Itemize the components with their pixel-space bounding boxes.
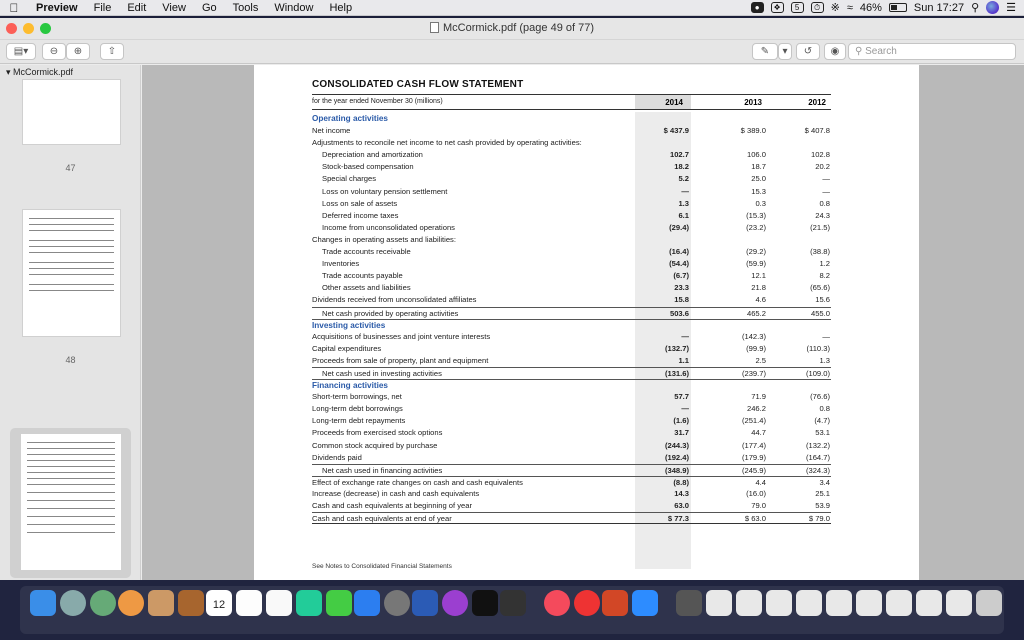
- calendar-icon[interactable]: 12: [206, 590, 232, 616]
- facetime-icon[interactable]: [326, 590, 352, 616]
- battery-percent: 46%: [859, 1, 882, 14]
- table-row: [312, 403, 831, 415]
- value-2012: 53.9: [815, 501, 830, 510]
- value-2012: (4.7): [814, 416, 830, 426]
- value-2013: 44.7: [751, 428, 766, 438]
- window-title: McCormick.pdf (page 49 of 77): [0, 22, 1024, 34]
- launchpad-icon[interactable]: [60, 590, 86, 616]
- preview-window: [0, 18, 1024, 580]
- title-bar: [0, 18, 1024, 40]
- value-2014: 102.7: [669, 150, 689, 160]
- row-label: Capital expenditures: [312, 343, 382, 353]
- notes-icon[interactable]: [266, 590, 292, 616]
- value-2012: (109.0): [805, 368, 830, 378]
- value-2013: 18.7: [751, 162, 766, 172]
- value-2014: —: [681, 186, 689, 196]
- table-row: [312, 307, 831, 319]
- table-row: [312, 464, 831, 476]
- value-2012: (110.3): [806, 343, 830, 353]
- tray-app-icon[interactable]: ●: [751, 2, 764, 13]
- row-label: Dividends paid: [312, 452, 362, 462]
- table-row: [312, 440, 831, 452]
- trash-icon[interactable]: [676, 590, 702, 616]
- value-2014: (348.9): [664, 465, 689, 475]
- row-label: Inventories: [322, 259, 360, 269]
- row-label: Changes in operating assets and liabilities:: [312, 234, 456, 244]
- table-row: [312, 294, 831, 306]
- value-2014: 57.7: [674, 392, 689, 402]
- table-row: [312, 331, 831, 343]
- contacts-icon[interactable]: [178, 590, 204, 616]
- table-row: [312, 113, 831, 125]
- time-machine-icon[interactable]: ⏱: [811, 2, 824, 13]
- table-row: [312, 161, 831, 173]
- value-2013: 79.0: [751, 501, 766, 510]
- value-2013: 106.0: [746, 150, 766, 160]
- value-2013: $ 63.0: [744, 514, 766, 524]
- value-2013: 15.3: [751, 186, 766, 196]
- value-2013: (239.7): [741, 368, 766, 378]
- value-2013: (245.9): [741, 465, 766, 475]
- sidebar-view-button[interactable]: ▤▾: [6, 43, 36, 60]
- value-2012: 8.2: [819, 271, 830, 281]
- finder-icon[interactable]: [30, 590, 56, 616]
- podcasts-icon[interactable]: [442, 590, 468, 616]
- value-2012: 3.4: [819, 477, 830, 487]
- value-2012: (38.8): [810, 247, 830, 257]
- five-icon[interactable]: 5: [791, 2, 804, 13]
- row-label: Net cash used in investing activities: [322, 368, 442, 378]
- table-row: [312, 210, 831, 222]
- table-row: [312, 379, 831, 391]
- table-row: [312, 125, 831, 137]
- table-row: [312, 186, 831, 198]
- value-2014: 23.3: [674, 283, 689, 293]
- word-icon[interactable]: [412, 590, 438, 616]
- reminders-icon[interactable]: [236, 590, 262, 616]
- row-label: Acquisitions of businesses and joint venture interests: [312, 331, 491, 341]
- value-2014: —: [681, 331, 689, 341]
- minimized-window-3[interactable]: [766, 590, 792, 616]
- value-2014: (6.7): [673, 271, 689, 281]
- value-2012: 1.2: [819, 259, 830, 269]
- table-row: [312, 512, 831, 524]
- row-label: Income from unconsolidated operations: [322, 222, 455, 232]
- value-2014: (244.3): [664, 440, 689, 450]
- clock[interactable]: Sun 17:27: [913, 1, 965, 14]
- minimized-window-1[interactable]: [706, 590, 732, 616]
- apple-tv-icon[interactable]: [472, 590, 498, 616]
- value-2013: (142.3): [741, 331, 766, 341]
- table-row: [312, 270, 831, 282]
- bluetooth-icon[interactable]: ※: [830, 2, 840, 14]
- row-label: Operating activities: [312, 114, 388, 123]
- value-2014: 5.2: [678, 174, 689, 184]
- table-row: [312, 198, 831, 210]
- value-2012: 15.6: [815, 295, 830, 305]
- row-label: Special charges: [322, 174, 377, 184]
- dock: [0, 580, 1024, 640]
- table-row: [312, 391, 831, 403]
- row-label: Increase (decrease) in cash and cash equivalents: [312, 488, 480, 498]
- sidebar-file-label[interactable]: ▾ McCormick.pdf: [6, 67, 74, 77]
- page-number-48: 48: [65, 355, 76, 365]
- value-2013: 0.3: [755, 198, 766, 208]
- row-label: Net income: [312, 126, 351, 136]
- row-label: Loss on voluntary pension settlement: [322, 186, 448, 196]
- disk-utility-icon[interactable]: [500, 590, 526, 616]
- value-2012: (324.3): [805, 465, 830, 475]
- value-2014: (29.4): [669, 222, 689, 232]
- value-2012: —: [822, 186, 830, 196]
- markup-dropdown-button[interactable]: ▾: [778, 43, 792, 60]
- music-icon[interactable]: [544, 590, 570, 616]
- value-2014: (192.4): [664, 452, 689, 462]
- row-label: Trade accounts payable: [322, 271, 403, 281]
- table-row: [312, 476, 831, 488]
- year-header-row: [312, 94, 831, 110]
- value-2013: 4.6: [755, 295, 766, 305]
- table-row: [312, 246, 831, 258]
- toolbar: [0, 40, 1024, 64]
- page-thumbnail-47[interactable]: [22, 79, 121, 145]
- minimized-window-8[interactable]: [916, 590, 942, 616]
- menu-view[interactable]: View: [162, 1, 186, 14]
- value-2013: (99.9): [746, 343, 766, 353]
- value-2013: (59.9): [746, 259, 766, 269]
- value-2014: $ 437.9: [663, 126, 689, 136]
- value-2013: (16.0): [746, 488, 766, 498]
- row-label: Dividends received from unconsolidated affiliates: [312, 295, 477, 305]
- minimized-window-4[interactable]: [796, 590, 822, 616]
- value-2014: 14.3: [674, 488, 689, 498]
- table-row: [312, 149, 831, 161]
- table-row: [312, 343, 831, 355]
- table-row: [312, 500, 831, 512]
- value-2012: (132.2): [805, 440, 830, 450]
- value-2012: 24.3: [815, 210, 830, 220]
- table-row: [312, 452, 831, 464]
- page-number-47: 47: [65, 163, 76, 173]
- value-2012: 0.8: [819, 404, 830, 414]
- menu-window[interactable]: Window: [274, 1, 314, 14]
- value-2014: —: [681, 404, 689, 414]
- news-icon[interactable]: [574, 590, 600, 616]
- value-2014: 31.7: [674, 428, 689, 438]
- zoom-app-icon[interactable]: [632, 590, 658, 616]
- value-2014: 15.8: [674, 295, 689, 305]
- table-row: [312, 415, 831, 427]
- statement-title: CONSOLIDATED CASH FLOW STATEMENT: [312, 79, 524, 90]
- value-2012: —: [822, 174, 830, 184]
- row-label: Other assets and liabilities: [322, 283, 411, 293]
- value-2014: 1.3: [678, 198, 689, 208]
- row-label: Proceeds from sale of property, plant and equipment: [312, 355, 489, 365]
- value-2013: (29.2): [746, 247, 766, 257]
- value-2014: (131.6): [664, 368, 689, 378]
- photos-app-icon[interactable]: [148, 590, 174, 616]
- table-row: [312, 355, 831, 367]
- wifi-icon[interactable]: ≈: [846, 1, 853, 14]
- value-2012: $ 407.8: [804, 126, 830, 136]
- value-2012: (76.6): [810, 392, 830, 402]
- row-label: Cash and cash equivalents at end of year: [312, 514, 452, 524]
- row-label: Deferred income taxes: [322, 210, 399, 220]
- menu-help[interactable]: Help: [329, 1, 353, 14]
- row-label: Investing activities: [312, 320, 386, 330]
- system-preferences-icon[interactable]: [384, 590, 410, 616]
- value-2014: (54.4): [669, 259, 689, 269]
- menu-file[interactable]: File: [93, 1, 112, 14]
- value-2014: $ 77.3: [667, 514, 689, 524]
- menu-edit[interactable]: Edit: [127, 1, 147, 14]
- value-2013: 246.2: [746, 404, 766, 414]
- thumbnail-sidebar: [0, 65, 141, 580]
- value-2012: 53.1: [815, 428, 830, 438]
- value-2012: 455.0: [810, 308, 830, 318]
- table-row: [312, 258, 831, 270]
- share-button[interactable]: ⇧: [100, 43, 124, 60]
- apple-menu-icon[interactable]: [0, 1, 28, 15]
- value-2012: 102.8: [810, 150, 830, 160]
- value-2013: 2.5: [755, 355, 766, 365]
- value-2014: 503.6: [669, 308, 689, 318]
- period-label: for the year ended November 30 (millions): [312, 98, 443, 105]
- value-2014: (8.8): [673, 477, 689, 487]
- row-label: Net cash used in financing activities: [322, 465, 443, 475]
- chrome-icon[interactable]: [118, 590, 144, 616]
- value-2013: 12.1: [751, 271, 766, 281]
- row-label: Trade accounts receivable: [322, 247, 411, 257]
- value-2013: 21.8: [751, 283, 766, 293]
- value-2013: 25.0: [751, 174, 766, 184]
- app-store-icon[interactable]: [354, 590, 380, 616]
- value-2014: (1.6): [673, 416, 689, 426]
- trash-bin-icon[interactable]: [976, 590, 1002, 616]
- value-2012: (164.7): [805, 452, 830, 462]
- document-area[interactable]: [142, 65, 1024, 580]
- value-2012: 0.8: [819, 198, 830, 208]
- zoom-in-button[interactable]: ⊕: [66, 43, 90, 60]
- dropbox-icon[interactable]: ❖: [771, 2, 784, 13]
- siri-icon[interactable]: [986, 1, 999, 14]
- table-row: [312, 137, 831, 149]
- value-2013: $ 389.0: [740, 126, 766, 136]
- powerpoint-icon[interactable]: [602, 590, 628, 616]
- value-2012: (65.6): [810, 283, 830, 293]
- row-label: Short-term borrowings, net: [312, 392, 402, 402]
- footnote: See Notes to Consolidated Financial Statements: [312, 563, 452, 570]
- row-label: Financing activities: [312, 381, 388, 391]
- table-row: [312, 319, 831, 331]
- table-row: [312, 222, 831, 234]
- menu-bar: [0, 0, 1024, 16]
- row-label: Adjustments to reconcile net income to net cash provided by operating activities:: [312, 138, 582, 148]
- value-2014: 63.0: [674, 501, 689, 510]
- year-2012: 2012: [808, 98, 826, 107]
- table-row: [312, 173, 831, 185]
- value-2014: 6.1: [678, 210, 689, 220]
- value-2013: (23.2): [746, 222, 766, 232]
- pdf-document-icon: [430, 22, 439, 33]
- table-row: [312, 427, 831, 439]
- value-2013: (251.4): [741, 416, 766, 426]
- minimized-window-5[interactable]: [826, 590, 852, 616]
- row-label: Net cash provided by operating activities: [322, 308, 459, 318]
- value-2013: (15.3): [746, 210, 766, 220]
- row-label: Long-term debt borrowings: [312, 404, 403, 414]
- markup-pen-button[interactable]: ✎: [752, 43, 778, 60]
- value-2014: 1.1: [678, 355, 689, 365]
- page-thumbnail-48[interactable]: [22, 209, 121, 337]
- table-row: [312, 282, 831, 294]
- row-label: Effect of exchange rate changes on cash and cash equivalents: [312, 477, 523, 487]
- value-2012: —: [822, 331, 830, 341]
- year-2013: 2013: [744, 98, 762, 107]
- notification-center-icon[interactable]: ☰: [1006, 2, 1016, 14]
- value-2012: 25.1: [815, 488, 830, 498]
- row-label: Long-term debt repayments: [312, 416, 406, 426]
- messages-icon[interactable]: [296, 590, 322, 616]
- row-label: Common stock acquired by purchase: [312, 440, 438, 450]
- menu-preview[interactable]: Preview: [36, 1, 78, 14]
- minimized-window-2[interactable]: [736, 590, 762, 616]
- value-2014: (16.4): [669, 247, 689, 257]
- row-label: Cash and cash equivalents at beginning of year: [312, 501, 472, 510]
- year-2014: 2014: [635, 95, 691, 109]
- value-2013: 465.2: [746, 308, 766, 318]
- zoom-out-button[interactable]: ⊖: [42, 43, 66, 60]
- row-label: Depreciation and amortization: [322, 150, 423, 160]
- value-2014: (132.7): [664, 343, 689, 353]
- cash-flow-rows: [312, 113, 831, 524]
- row-label: Loss on sale of assets: [322, 198, 398, 208]
- value-2013: 4.4: [755, 477, 766, 487]
- value-2013: 71.9: [751, 392, 766, 402]
- value-2013: (179.9): [741, 452, 766, 462]
- value-2014: 18.2: [674, 162, 689, 172]
- safari-icon[interactable]: [90, 590, 116, 616]
- table-row: [312, 234, 831, 246]
- table-row: [312, 488, 831, 500]
- search-input[interactable]: ⚲ Search: [848, 43, 1016, 60]
- pdf-page: [254, 65, 919, 580]
- page-thumbnail-49[interactable]: [20, 433, 122, 571]
- row-label: Proceeds from exercised stock options: [312, 428, 443, 438]
- value-2013: (177.4): [741, 440, 766, 450]
- spotlight-icon[interactable]: ⚲: [971, 2, 980, 14]
- minimized-window-7[interactable]: [886, 590, 912, 616]
- minimized-window-9[interactable]: [946, 590, 972, 616]
- battery-icon[interactable]: [889, 3, 907, 12]
- menu-tools[interactable]: Tools: [232, 1, 259, 14]
- value-2012: (21.5): [810, 222, 830, 232]
- menu-go[interactable]: Go: [201, 1, 217, 14]
- rotate-button[interactable]: ↺: [796, 43, 820, 60]
- value-2012: $ 79.0: [808, 514, 830, 524]
- minimized-window-6[interactable]: [856, 590, 882, 616]
- row-label: Stock-based compensation: [322, 162, 414, 172]
- table-row: [312, 367, 831, 379]
- annotate-button[interactable]: ◉: [824, 43, 846, 60]
- value-2012: 20.2: [815, 162, 830, 172]
- value-2012: 1.3: [819, 355, 830, 365]
